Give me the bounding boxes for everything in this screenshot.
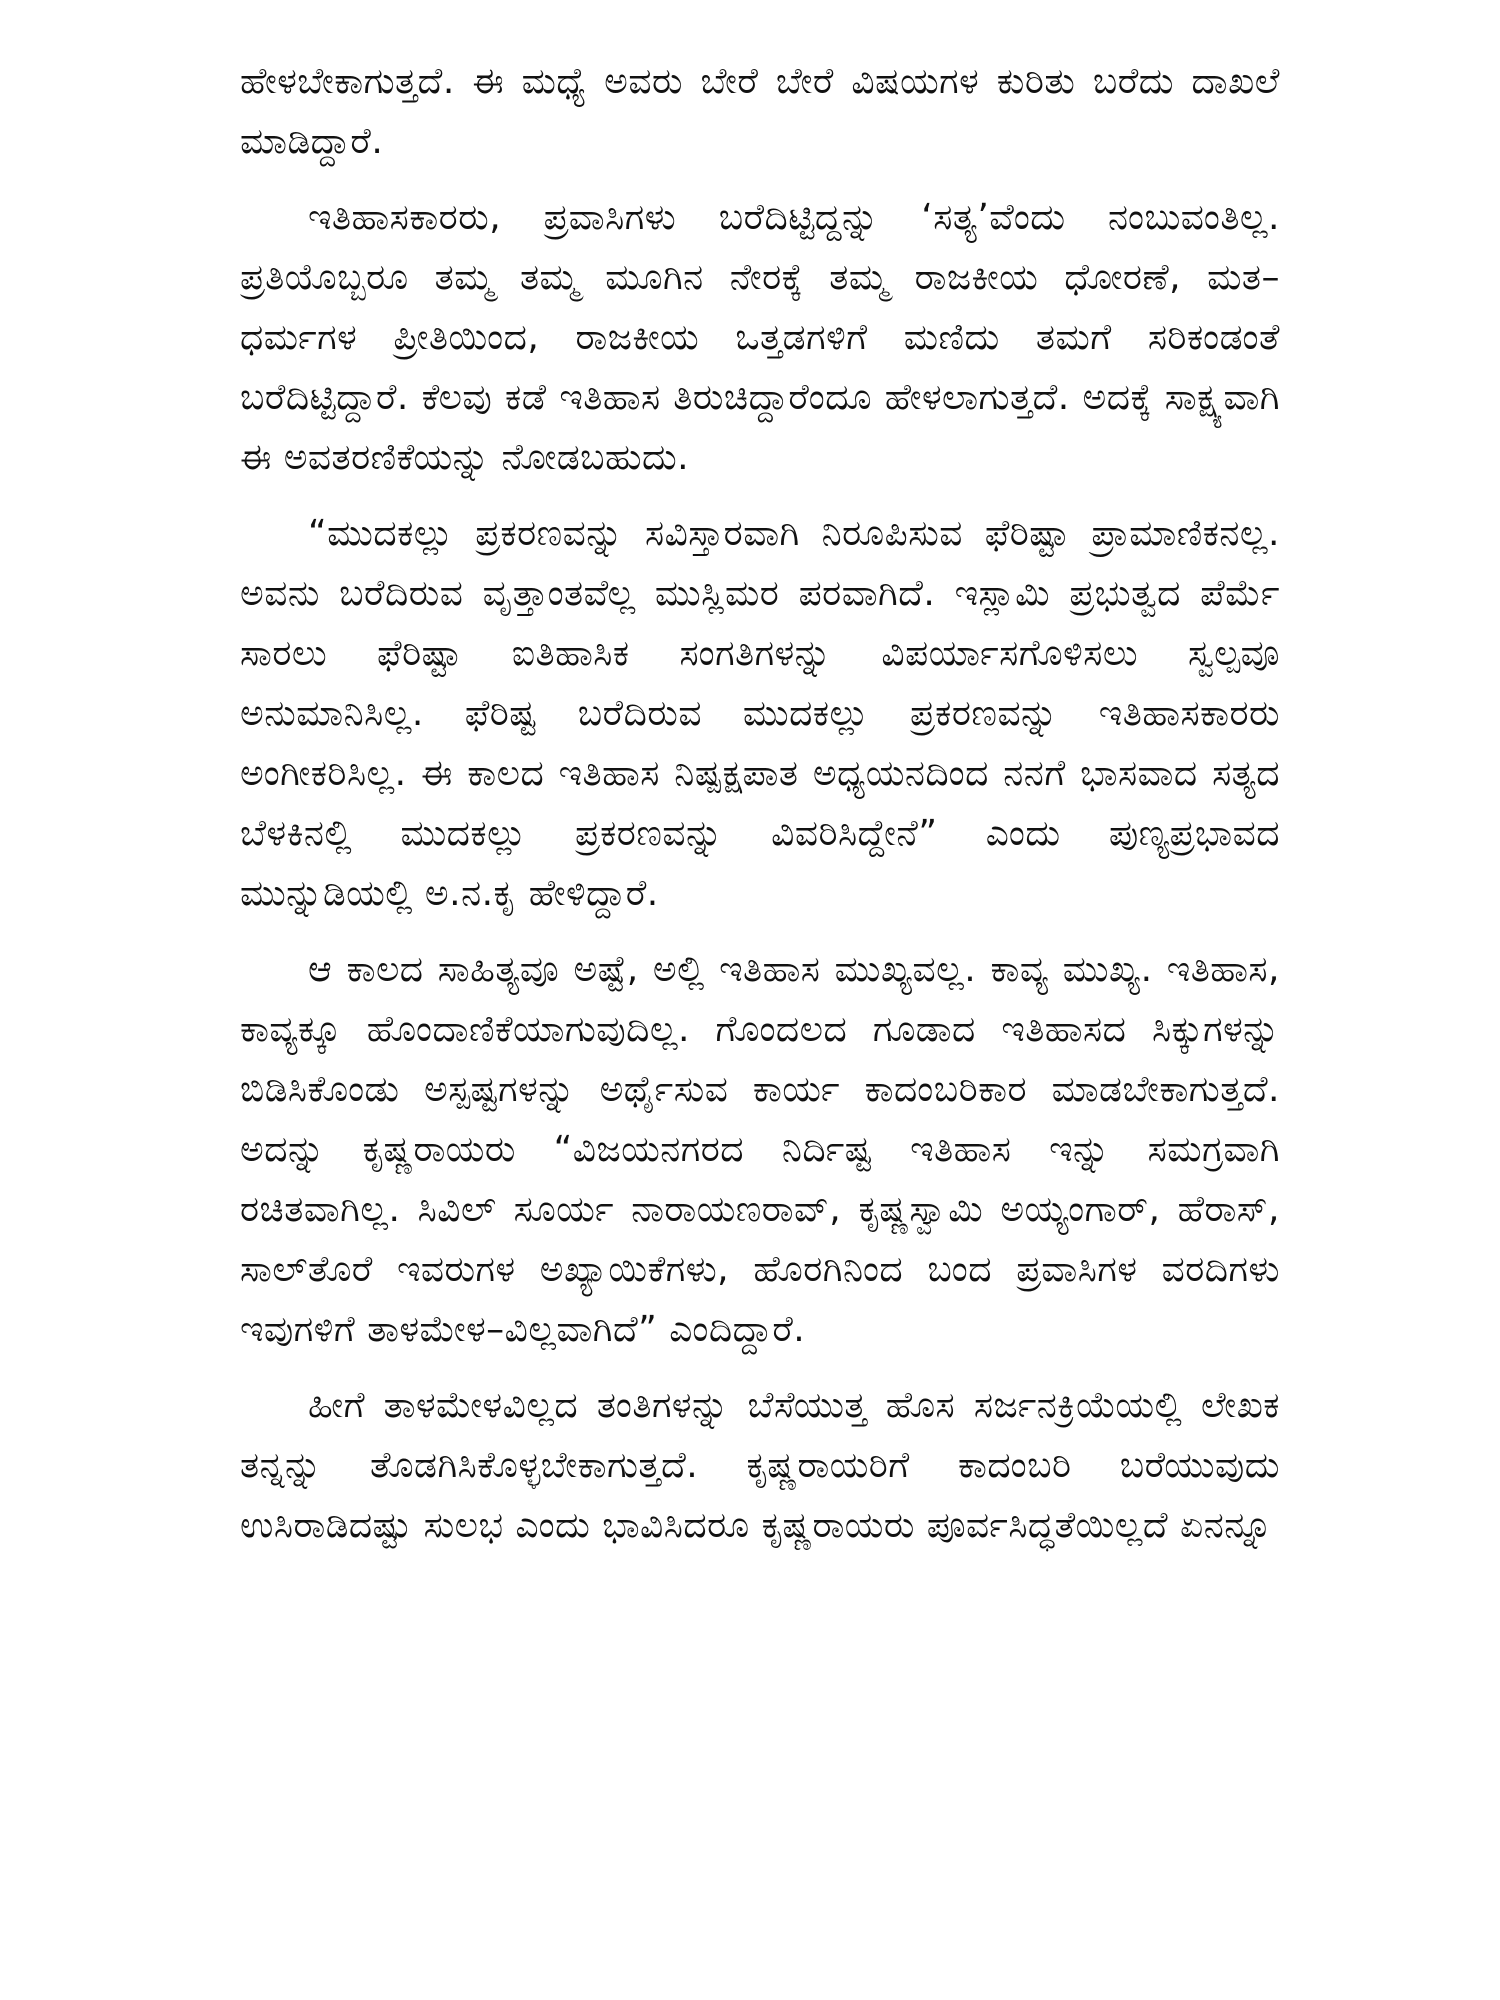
paragraph-literature: ಆ ಕಾಲದ ಸಾಹಿತ್ಯವೂ ಅಷ್ಟೆ, ಅಲ್ಲಿ ಇತಿಹಾಸ ಮುಖ್ಯವಲ್ಲ. ಕಾವ್ಯ ಮುಖ್ಯ. ಇತಿಹಾಸ, ಕಾವ್ಯಕ್ಕೂ ಹೊಂದಾಣಿಕೆಯಾಗುವುದಿಲ್ಲ. ಗೊಂದಲದ ಗೂಡಾದ ಇತಿಹಾಸದ ಸಿಕ್ಕುಗಳನ್ನು ಬಿಡಿಸಿಕೊಂಡು ಅಸ್ಪಷ್ಟಗಳನ್ನು ಅರ್ಥೈಸುವ ಕಾರ್ಯ ಕಾದಂಬರಿಕಾರ ಮಾಡಬೇಕಾಗುತ್ತದೆ. ಅದನ್ನು ಕೃಷ್ಣರಾಯರು “ವಿಜಯನಗರದ ನಿರ್ದಿಷ್ಟ ಇತಿಹಾಸ ಇನ್ನು ಸಮಗ್ರವಾಗಿ ರಚಿತವಾಗಿಲ್ಲ. ಸಿವಿಲ್ ಸೂರ್ಯ ನಾರಾಯಣರಾವ್, ಕೃಷ್ಣಸ್ವಾಮಿ ಅಯ್ಯಂಗಾರ್, ಹೆರಾಸ್, ಸಾಲ್‌ತೊರೆ ಇವರುಗಳ ಅಖ್ಯಾಯಿಕೆಗಳು, ಹೊರಗಿನಿಂದ ಬಂದ ಪ್ರವಾಸಿಗಳ ವರದಿಗಳು ಇವುಗಳಿಗೆ ತಾಳಮೇಳ–ವಿಲ್ಲವಾಗಿದೆ” ಎಂದಿದ್ದಾರೆ.: [240, 949, 1280, 1350]
paragraph-continuation: ಹೇಳಬೇಕಾಗುತ್ತದೆ. ಈ ಮಧ್ಯೆ ಅವರು ಬೇರೆ ಬೇರೆ ವಿಷಯಗಳ ಕುರಿತು ಬರೆದು ದಾಖಲೆ ಮಾಡಿದ್ದಾರೆ.: [240, 61, 1280, 162]
paragraph-historians: ಇತಿಹಾಸಕಾರರು, ಪ್ರವಾಸಿಗಳು ಬರೆದಿಟ್ಟಿದ್ದನ್ನು ‘ಸತ್ಯ’ವೆಂದು ನಂಬುವಂತಿಲ್ಲ. ಪ್ರತಿಯೊಬ್ಬರೂ ತಮ್ಮ ತಮ್ಮ ಮೂಗಿನ ನೇರಕ್ಕೆ ತಮ್ಮ ರಾಜಕೀಯ ಧೋರಣೆ, ಮತ–ಧರ್ಮಗಳ ಪ್ರೀತಿಯಿಂದ, ರಾಜಕೀಯ ಒತ್ತಡಗಳಿಗೆ ಮಣಿದು ತಮಗೆ ಸರಿಕಂಡಂತೆ ಬರೆದಿಟ್ಟಿದ್ದಾರೆ. ಕೆಲವು ಕಡೆ ಇತಿಹಾಸ ತಿರುಚಿದ್ದಾರೆಂದೂ ಹೇಳಲಾಗುತ್ತದೆ. ಅದಕ್ಕೆ ಸಾಕ್ಷ್ಯವಾಗಿ ಈ ಅವತರಣಿಕೆಯನ್ನು ನೋಡಬಹುದು.: [240, 197, 1280, 478]
document-page: [240, 52, 1280, 1556]
paragraph-quotation: “ಮುದಕಲ್ಲು ಪ್ರಕರಣವನ್ನು ಸವಿಸ್ತಾರವಾಗಿ ನಿರೂಪಿಸುವ ಫೆರಿಷ್ಟಾ ಪ್ರಾಮಾಣಿಕನಲ್ಲ. ಅವನು ಬರೆದಿರುವ ವೃತ್ತಾಂತವೆಲ್ಲ ಮುಸ್ಲಿಮರ ಪರವಾಗಿದೆ. ಇಸ್ಲಾಮಿ ಪ್ರಭುತ್ವದ ಪೆರ್ಮೆ ಸಾರಲು ಫೆರಿಷ್ಟಾ ಐತಿಹಾಸಿಕ ಸಂಗತಿಗಳನ್ನು ವಿಪರ್ಯಾಸಗೊಳಿಸಲು ಸ್ವಲ್ಪವೂ ಅನುಮಾನಿಸಿಲ್ಲ. ಫೆರಿಷ್ಟ ಬರೆದಿರುವ ಮುದಕಲ್ಲು ಪ್ರಕರಣವನ್ನು ಇತಿಹಾಸಕಾರರು ಅಂಗೀಕರಿಸಿಲ್ಲ. ಈ ಕಾಲದ ಇತಿಹಾಸ ನಿಷ್ಪಕ್ಷಪಾತ ಅಧ್ಯಯನದಿಂದ ನನಗೆ ಭಾಸವಾದ ಸತ್ಯದ ಬೆಳಕಿನಲ್ಲಿ ಮುದಕಲ್ಲು ಪ್ರಕರಣವನ್ನು ವಿವರಿಸಿದ್ದೇನೆ” ಎಂದು ಪುಣ್ಯಪ್ರಭಾವದ ಮುನ್ನುಡಿಯಲ್ಲಿ ಅ.ನ.ಕೃ ಹೇಳಿದ್ದಾರೆ.: [240, 513, 1280, 914]
paragraph-author: ಹೀಗೆ ತಾಳಮೇಳವಿಲ್ಲದ ತಂತಿಗಳನ್ನು ಬೆಸೆಯುತ್ತ ಹೊಸ ಸರ್ಜನಕ್ರಿಯೆಯಲ್ಲಿ ಲೇಖಕ ತನ್ನನ್ನು ತೊಡಗಿಸಿಕೊಳ್ಳಬೇಕಾಗುತ್ತದೆ. ಕೃಷ್ಣರಾಯರಿಗೆ ಕಾದಂಬರಿ ಬರೆಯುವುದು ಉಸಿರಾಡಿದಷ್ಟು ಸುಲಭ ಎಂದು ಭಾವಿಸಿದರೂ ಕೃಷ್ಣರಾಯರು ಪೂರ್ವಸಿದ್ಧತೆಯಿಲ್ಲದೆ ಏನನ್ನೂ: [240, 1385, 1280, 1546]
